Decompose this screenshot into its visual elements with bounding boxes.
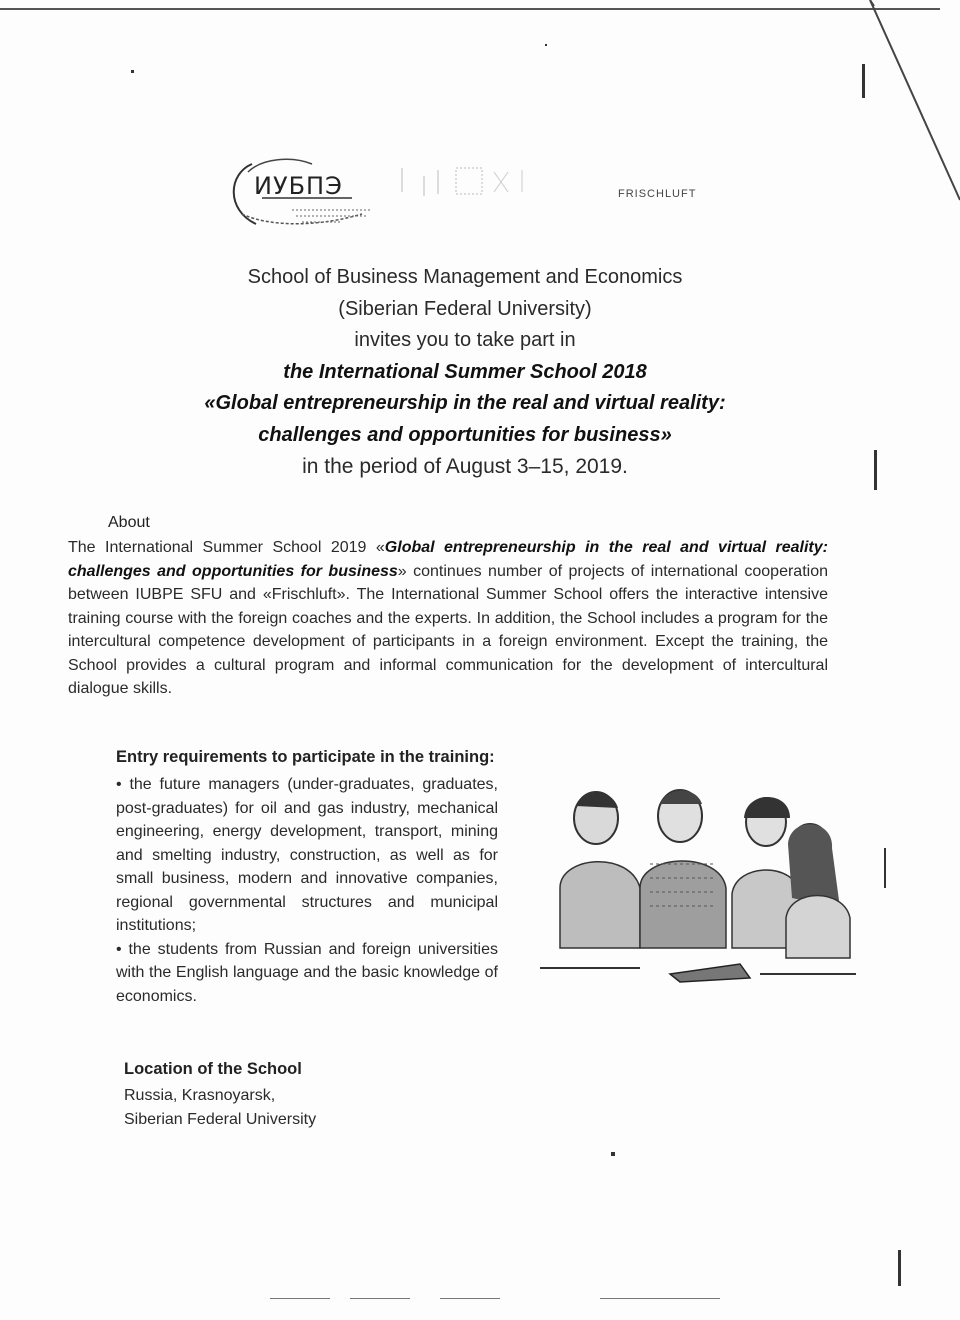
event-theme-line-1: «Global entrepreneurship in the real and virtual reality: (204, 392, 726, 414)
about-heading: About (108, 514, 150, 531)
scan-speck (862, 64, 865, 98)
partner-logo-icon (398, 162, 548, 202)
scan-speck (898, 1250, 901, 1286)
scan-edge-corner (840, 0, 960, 260)
scan-speck (131, 70, 134, 73)
iubpe-logo-text: ИУБПЭ (254, 172, 343, 200)
event-dates: in the period of August 3–15, 2019. (302, 455, 628, 478)
scan-speck (874, 450, 877, 490)
school-name: School of Business Management and Economics (247, 266, 683, 288)
location-address (124, 1084, 316, 1131)
scan-bottom-rule (350, 1298, 410, 1299)
invite-line: invites you to take part in (354, 329, 576, 351)
frischluft-logo: FRISCHLUFT (618, 188, 697, 200)
about-text-theme: Global entrepreneurship in the real and virtual reality: challenges and opportunities for business (68, 539, 828, 580)
location-heading: Location of the School (124, 1060, 302, 1078)
entry-requirements-heading: Entry requirements to participate in the training: (116, 748, 495, 766)
entry-requirements-list (78, 773, 498, 1008)
list-item: • the future managers (under-graduates, graduates, post-graduates) for oil and gas industry, mechanical engineering, energy development, transport, mining and smelting industry, construction, as well as for small business, modern and innovative companies, regional governmental structures and municipal institutions; (116, 776, 498, 934)
about-text-start: The International Summer School 2019 « (68, 539, 385, 556)
event-title: the International Summer School 2018 (283, 360, 647, 383)
scan-bottom-rule (440, 1298, 500, 1299)
about-text-rest: » continues number of projects of international cooperation between IUBPE SFU and «Frischluft». The International Summer School offers the interactive intensive training course with the foreign coaches and the experts. In addition, the School includes a program for the intercultural competence development of participants in a foreign environment. Except the training, the School provides a cultural program and informal communication for the development of intercultural dialogue skills. (68, 562, 828, 697)
list-item: • the students from Russian and foreign universities with the English language and the basic knowledge of economics. (116, 940, 498, 1005)
iubpe-logo (222, 152, 382, 232)
scan-speck (611, 1152, 615, 1156)
location-university: Siberian Federal University (124, 1110, 317, 1128)
students-photo (500, 778, 860, 993)
about-paragraph (68, 536, 828, 701)
scan-edge-top (0, 8, 940, 10)
scan-bottom-rule (600, 1298, 720, 1299)
invitation-header (130, 262, 800, 483)
location-city: Russia, Krasnoyarsk, (124, 1087, 276, 1104)
scan-speck (884, 848, 886, 888)
university-name: (Siberian Federal University) (338, 297, 592, 320)
scan-bottom-rule (270, 1298, 330, 1299)
scan-speck (545, 44, 547, 46)
logo-row (222, 140, 742, 240)
event-theme-line-2: challenges and opportunities for business» (258, 423, 672, 446)
